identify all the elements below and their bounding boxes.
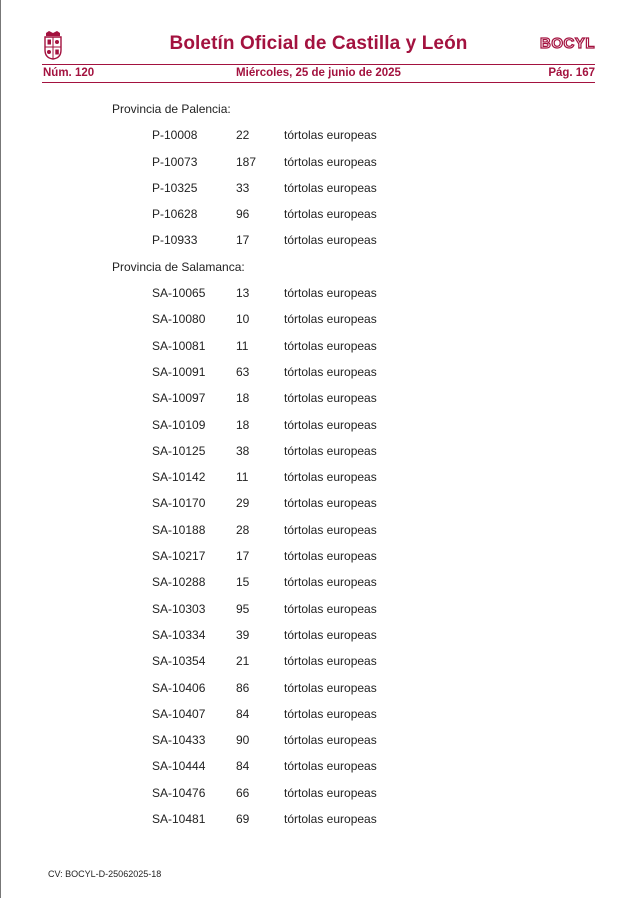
species-cell: tórtolas europeas [284,627,377,642]
species-cell: tórtolas europeas [284,733,377,748]
list-item [112,363,592,389]
province-heading: Provincia de Palencia: [112,102,231,116]
quantity-cell: 18 [236,417,250,432]
species-cell: tórtolas europeas [284,312,377,327]
code-cell: SA-10217 [152,549,206,564]
code-cell: SA-10433 [152,733,206,748]
species-cell: tórtolas europeas [284,417,377,432]
species-cell: tórtolas europeas [284,233,377,248]
cv-code: CV: BOCYL-D-25062025-18 [48,869,162,879]
species-cell: tórtolas europeas [284,180,377,195]
code-cell: SA-10481 [152,812,206,827]
quantity-cell: 187 [236,154,257,169]
quantity-cell: 22 [236,128,250,143]
list-item [112,731,592,757]
code-cell: P-10628 [152,207,198,222]
code-cell: SA-10334 [152,627,206,642]
code-cell: SA-10303 [152,601,206,616]
issue-number: Núm. 120 [43,67,95,79]
quantity-cell: 10 [236,312,250,327]
page-title: Boletín Oficial de Castilla y León [169,33,468,54]
list-item [112,179,592,205]
code-cell: SA-10081 [152,338,206,353]
species-cell: tórtolas europeas [284,496,377,511]
code-cell: SA-10080 [152,312,206,327]
list-item [112,705,592,731]
quantity-cell: 86 [236,680,250,695]
code-cell: SA-10407 [152,706,206,721]
species-cell: tórtolas europeas [284,785,377,800]
quantity-cell: 38 [236,443,250,458]
list-item [112,205,592,231]
code-cell: SA-10170 [152,496,206,511]
list-item [112,547,592,573]
brand-logo: BOCYL [540,35,595,52]
list-item [112,310,592,336]
quantity-cell: 69 [236,812,250,827]
list-item [112,494,592,520]
quantity-cell: 17 [236,549,250,564]
quantity-cell: 96 [236,207,250,222]
code-cell: SA-10065 [152,286,206,301]
list-item [112,284,592,310]
species-cell: tórtolas europeas [284,470,377,485]
header-rule-bottom [42,82,595,83]
species-cell: tórtolas europeas [284,601,377,616]
quantity-cell: 28 [236,522,250,537]
species-cell: tórtolas europeas [284,391,377,406]
quantity-cell: 95 [236,601,250,616]
quantity-cell: 63 [236,364,250,379]
code-cell: SA-10288 [152,575,206,590]
species-cell: tórtolas europeas [284,443,377,458]
species-cell: tórtolas europeas [284,207,377,222]
code-cell: SA-10476 [152,785,206,800]
quantity-cell: 13 [236,286,250,301]
list-item [112,679,592,705]
species-cell: tórtolas europeas [284,286,377,301]
species-cell: tórtolas europeas [284,759,377,774]
code-cell: SA-10406 [152,680,206,695]
code-cell: P-10073 [152,154,198,169]
quantity-cell: 21 [236,654,250,669]
species-cell: tórtolas europeas [284,338,377,353]
quantity-cell: 33 [236,180,250,195]
list-item [112,600,592,626]
page-edge [0,0,1,898]
code-cell: SA-10188 [152,522,206,537]
species-cell: tórtolas europeas [284,128,377,143]
species-cell: tórtolas europeas [284,154,377,169]
page-number: Pág. 167 [548,67,595,79]
list-item [112,810,592,836]
list-item [112,652,592,678]
list-item [112,126,592,152]
list-item [112,626,592,652]
quantity-cell: 39 [236,627,250,642]
quantity-cell: 84 [236,759,250,774]
code-cell: P-10933 [152,233,198,248]
species-cell: tórtolas europeas [284,706,377,721]
species-cell: tórtolas europeas [284,654,377,669]
list-item [112,231,592,257]
species-cell: tórtolas europeas [284,812,377,827]
list-item [112,389,592,415]
list-item [112,468,592,494]
code-cell: SA-10097 [152,391,206,406]
code-cell: SA-10444 [152,759,206,774]
list-item [112,416,592,442]
code-cell: SA-10091 [152,364,206,379]
code-cell: P-10008 [152,128,198,143]
species-cell: tórtolas europeas [284,549,377,564]
code-cell: SA-10109 [152,417,206,432]
document-body [112,100,592,836]
list-item [112,337,592,363]
list-item [112,153,592,179]
province-heading: Provincia de Salamanca: [112,259,245,274]
quantity-cell: 15 [236,575,250,590]
quantity-cell: 11 [236,470,249,485]
quantity-cell: 66 [236,785,250,800]
list-item [112,757,592,783]
quantity-cell: 90 [236,733,250,748]
list-item [112,442,592,468]
list-item [112,521,592,547]
species-cell: tórtolas europeas [284,575,377,590]
quantity-cell: 29 [236,496,250,511]
quantity-cell: 84 [236,706,250,721]
species-cell: tórtolas europeas [284,680,377,695]
list-item [112,784,592,810]
code-cell: P-10325 [152,180,198,195]
code-cell: SA-10354 [152,654,206,669]
quantity-cell: 11 [236,338,249,353]
issue-date: Miércoles, 25 de junio de 2025 [236,67,401,79]
species-cell: tórtolas europeas [284,364,377,379]
quantity-cell: 17 [236,233,250,248]
quantity-cell: 18 [236,391,250,406]
code-cell: SA-10142 [152,470,206,485]
header-rule-top [42,64,595,65]
species-cell: tórtolas europeas [284,522,377,537]
list-item [112,573,592,599]
code-cell: SA-10125 [152,443,206,458]
